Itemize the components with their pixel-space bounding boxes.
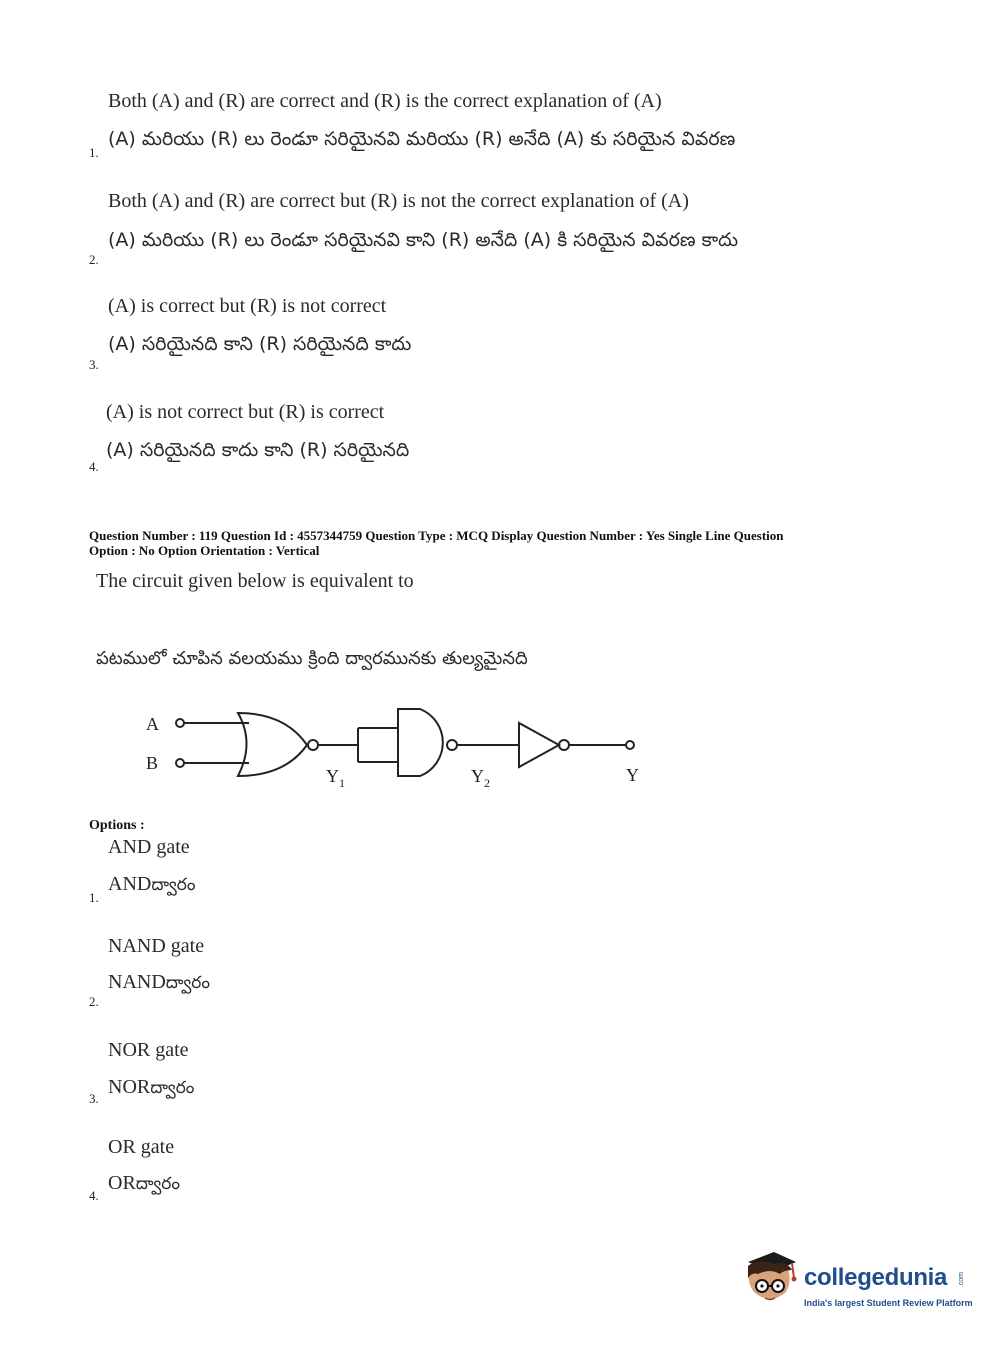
option-3-en: NOR gate bbox=[108, 1039, 189, 1061]
input-b-terminal bbox=[176, 759, 184, 767]
option-4-number: 4. bbox=[89, 1188, 99, 1203]
nand-bubble bbox=[447, 740, 457, 750]
option-2-te bbox=[108, 971, 210, 997]
option-1-en: AND gate bbox=[108, 836, 190, 858]
logo-tagline: India's largest Student Review Platform bbox=[804, 1298, 973, 1308]
output-terminal bbox=[626, 741, 634, 749]
y1-label: Y bbox=[326, 766, 339, 786]
prev-option-4-number: 4. bbox=[89, 459, 99, 474]
option-3-te-prefix: NOR bbox=[108, 1076, 151, 1098]
prev-option-4-te: (A) సరియైనది కాదు కాని (R) సరియైనది bbox=[106, 439, 410, 461]
y2-label: Y bbox=[471, 766, 484, 786]
nor-bubble bbox=[308, 740, 318, 750]
input-a-terminal bbox=[176, 719, 184, 727]
option-2-te-prefix: NAND bbox=[108, 971, 166, 993]
prev-option-1-number: 1. bbox=[89, 145, 99, 160]
prev-option-3-number: 3. bbox=[89, 357, 99, 372]
prev-option-3-en: (A) is correct but (R) is not correct bbox=[108, 295, 387, 317]
option-1-te-word: ద్వారం bbox=[151, 875, 196, 895]
prev-option-1-te: (A) మరియు (R) లు రెండూ సరియైనవి మరియు (R) అనేది (A) కు సరియైన వివరణ bbox=[108, 128, 736, 150]
prev-option-2-en: Both (A) and (R) are correct but (R) is not the correct explanation of (A) bbox=[108, 190, 689, 212]
option-3-te bbox=[108, 1076, 194, 1102]
prev-option-3-te: (A) సరియైనది కాని (R) సరియైనది కాదు bbox=[108, 333, 412, 355]
option-2-en: NAND gate bbox=[108, 935, 205, 957]
y1-subscript: 1 bbox=[339, 776, 345, 790]
logo-suffix: .com bbox=[958, 1272, 965, 1288]
option-4-en: OR gate bbox=[108, 1136, 175, 1158]
option-4-te-word: ద్వారం bbox=[135, 1174, 180, 1194]
options-label: Options : bbox=[89, 818, 145, 833]
prev-option-4-en: (A) is not correct but (R) is correct bbox=[106, 401, 385, 423]
input-b-label: B bbox=[146, 753, 159, 773]
option-4-te-prefix: OR bbox=[108, 1172, 136, 1194]
option-1-number: 1. bbox=[89, 890, 99, 905]
option-2-number: 2. bbox=[89, 994, 99, 1009]
option-3-number: 3. bbox=[89, 1091, 99, 1106]
not-gate bbox=[519, 723, 559, 767]
prev-option-1-en: Both (A) and (R) are correct and (R) is the correct explanation of (A) bbox=[108, 90, 662, 112]
option-1-te-prefix: AND bbox=[108, 873, 152, 895]
question-meta-line1: Question Number : 119 Question Id : 4557344759 Question Type : MCQ Display Question Number : Yes Single Line Question bbox=[89, 528, 784, 543]
option-2-te-word: ద్వారం bbox=[165, 973, 210, 993]
question-meta-line2: Option : No Option Orientation : Vertical bbox=[89, 543, 320, 558]
question-text-en: The circuit given below is equivalent to bbox=[96, 570, 414, 592]
option-1-te bbox=[108, 873, 196, 899]
logo-name: collegedunia bbox=[804, 1264, 948, 1291]
prev-option-2-te: (A) మరియు (R) లు రెండూ సరియైనవి కాని (R) అనేది (A) కి సరియైన వివరణ కాదు bbox=[108, 229, 739, 251]
option-4-te bbox=[108, 1172, 180, 1198]
nand-gate bbox=[398, 709, 443, 776]
question-text-te: పటములో చూపిన వలయము క్రింది ద్వారమునకు తుల్యమైనది bbox=[96, 648, 528, 669]
prev-option-2-number: 2. bbox=[89, 252, 99, 267]
output-label: Y bbox=[626, 765, 639, 785]
option-3-te-word: ద్వారం bbox=[150, 1078, 195, 1098]
y2-subscript: 2 bbox=[484, 776, 490, 790]
mascot-icon bbox=[740, 1248, 802, 1310]
input-a-label: A bbox=[146, 714, 159, 734]
circuit-diagram bbox=[130, 700, 670, 800]
